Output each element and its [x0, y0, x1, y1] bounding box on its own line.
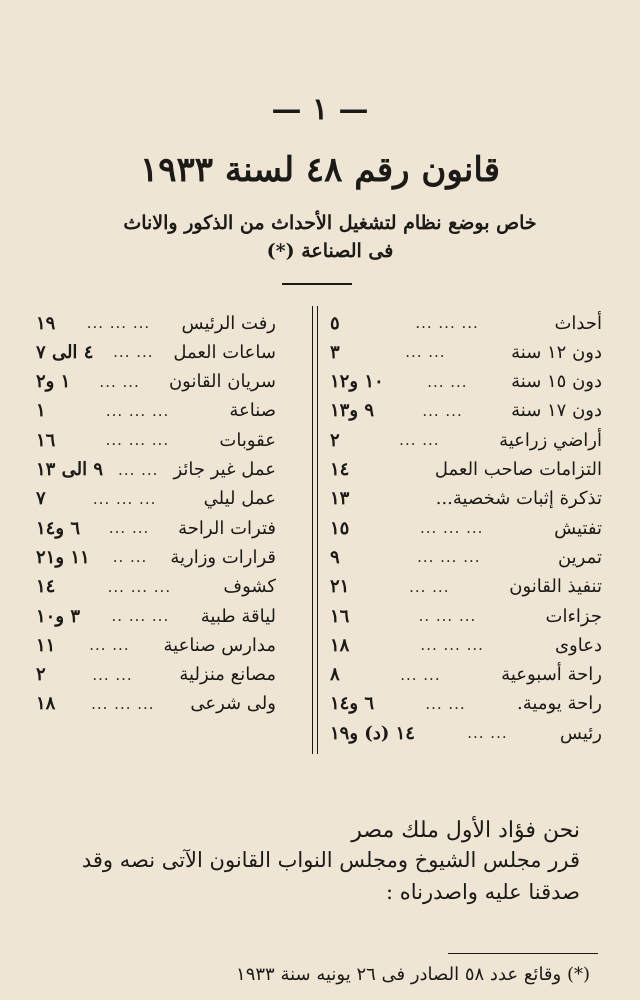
index-entry: [36, 689, 276, 719]
index-entry: [36, 484, 276, 514]
index-entry-leader: .. ... ...: [418, 607, 477, 625]
index-entry-label: تفتيش: [554, 517, 602, 539]
index-entry-label: دون ١٢ سنة: [511, 341, 602, 363]
index-entry-label: رفت الرئيس: [181, 312, 276, 334]
index-entry-reference: ١١ و٢١: [36, 546, 90, 568]
index-entry-label: تنفيذ القانون: [509, 576, 602, 598]
index-entry-label: مدارس صناعية: [163, 634, 276, 656]
index-entry-leader: .. ... ...: [111, 607, 170, 625]
index-entry: [330, 601, 602, 631]
index-entry: [36, 660, 276, 690]
index-entry-label: أحداث: [554, 312, 602, 334]
index-entry-label: راحة يومية.: [517, 693, 602, 715]
index-entry-label: ولى شرعى: [190, 693, 276, 715]
index-entry: [330, 572, 602, 602]
page-number: — ١ —: [271, 92, 369, 127]
index-entry: [330, 689, 602, 719]
column-divider-line: [317, 306, 318, 754]
index-entry-label: قرارات وزارية: [170, 546, 276, 568]
index-entry: [36, 513, 276, 543]
index-entry-label: صناعة: [229, 400, 276, 422]
index-entry-reference: ١٤: [330, 459, 350, 480]
index-entry: [330, 660, 602, 690]
index-entry-leader: ... ... ...: [419, 519, 484, 538]
index-entry-leader: ... ... ...: [107, 577, 172, 596]
index-entry: [330, 396, 602, 426]
index-entry-leader: ... ... ...: [417, 548, 481, 567]
law-subtitle-line2: فى الصناعة (*): [266, 240, 394, 262]
index-entry-leader: ... ...: [118, 460, 159, 479]
index-entry-label: ساعات العمل: [173, 341, 276, 363]
index-entry-label: رئيس: [559, 722, 602, 744]
index-entry-leader: ... ...: [113, 343, 154, 362]
index-entry-leader: ... ... ...: [415, 314, 479, 332]
index-entry: [36, 572, 276, 602]
index-entry-reference: ١ و٢: [36, 371, 71, 393]
index-entry-leader: ... ... ...: [86, 314, 151, 332]
index-entry-label: عمل غير جائز: [173, 459, 276, 480]
index-entry-leader: ... ... ...: [105, 401, 170, 420]
index-entry-reference: ١٦: [330, 605, 350, 627]
index-entry-label: التزامات صاحب العمل: [434, 459, 602, 480]
index-entry-leader: ... ... ...: [92, 489, 157, 508]
index-entry-reference: ٣ و١٠: [36, 605, 80, 627]
index-entry: [330, 425, 602, 455]
index-entry: [330, 308, 602, 338]
index-entry-reference: ٣: [330, 341, 340, 363]
index-entry-reference: ٩ الى ١٣: [36, 459, 104, 480]
index-entry: [330, 513, 602, 543]
index-entry-leader: ... ... ...: [420, 636, 484, 655]
index-entry-label: دعاوى: [554, 634, 602, 656]
index-entry-reference: ٩: [330, 546, 340, 568]
index-entry-reference: ١٥: [330, 517, 350, 539]
index-entry-label: عمل ليلي: [203, 488, 276, 510]
index-entry-label: راحة أسبوعية: [501, 664, 602, 686]
index-entry-reference: ٤ الى ٧: [36, 341, 94, 363]
index-entry-leader: ... ...: [409, 577, 450, 596]
index-entry: [36, 455, 276, 485]
column-divider-line: [312, 306, 313, 754]
index-entry-leader: ... ...: [399, 431, 440, 450]
footnote: (*) وقائع عدد ٥٨ الصادر فى ٢٦ يونيه سنة ١٩٣٣: [236, 964, 590, 985]
law-title: قانون رقم ٤٨ لسنة ١٩٣٣: [139, 150, 501, 190]
index-entry-leader: ... ...: [405, 343, 446, 362]
index-entry: [330, 455, 602, 485]
index-entry-label: لياقة طبية: [200, 605, 276, 627]
index-entry-label: عقوبات: [219, 429, 276, 451]
index-entry-leader: ... ...: [108, 519, 150, 538]
index-entry: [36, 601, 276, 631]
index-entry: [36, 367, 276, 397]
index-entry-reference: ١٠ و١٢: [330, 371, 384, 393]
index-entry-reference: ١٤: [36, 576, 56, 598]
index-entry: [36, 425, 276, 455]
index-entry-reference: ١٣: [330, 488, 350, 510]
index-entry-label: تمرين: [557, 546, 602, 568]
index-entry: [330, 367, 602, 397]
index-entry: [36, 542, 276, 572]
title-divider: [282, 283, 352, 285]
body-line-3: صدقنا عليه واصدرناه :: [385, 880, 580, 904]
index-entry-leader: ... ...: [89, 636, 130, 655]
index-entry: [36, 308, 276, 338]
index-entry-label: تذكرة إثبات شخصية...: [435, 488, 602, 510]
footnote-divider: [448, 953, 598, 954]
index-entry-reference: ١٨: [330, 634, 350, 656]
index-entry-reference: ٦ و١٤: [36, 517, 80, 539]
index-entry-leader: ... ...: [427, 372, 468, 391]
index-entry-leader: ... ... ...: [105, 431, 170, 450]
index-entry: [330, 630, 602, 660]
index-entry-label: سريان القانون: [168, 371, 276, 393]
index-entry: [36, 630, 276, 660]
body-line-2: قرر مجلس الشيوخ ومجلس النواب القانون الآتى نصه وقد: [81, 848, 580, 872]
index-entry-label: مصانع منزلية: [179, 664, 276, 686]
index-entry-label: كشوف: [223, 576, 276, 598]
index-entry-leader: ... ...: [99, 372, 140, 391]
index-entry-reference: ٧: [36, 488, 46, 510]
index-entry-leader: .. ...: [112, 548, 148, 567]
index-entry: [330, 542, 602, 572]
index-entry: [330, 718, 602, 748]
index-entry-leader: ... ... ...: [91, 694, 155, 713]
index-entry-reference: ١١: [36, 634, 56, 656]
index-entry-leader: ... ...: [467, 724, 508, 743]
index-entry-reference: ١٩: [36, 312, 56, 334]
index-entry-reference: ٦ و١٤: [330, 693, 374, 715]
index-entry: [330, 484, 602, 514]
index-entry-label: دون ١٥ سنة: [511, 371, 602, 393]
index-entry-reference: ١٤ (د) و١٩: [330, 722, 415, 744]
index-entry: [330, 337, 602, 367]
index-entry-label: أراضي زراعية: [499, 429, 602, 451]
index-entry-leader: ... ...: [425, 694, 466, 713]
index-entry-reference: ٥: [330, 312, 340, 334]
index-entry-reference: ١: [36, 400, 46, 422]
index-entry-reference: ٢: [36, 664, 46, 686]
index-entry-reference: ١٨: [36, 693, 56, 715]
index-entry-leader: ... ...: [422, 401, 463, 420]
law-subtitle-line1: خاص بوضع نظام لتشغيل الأحداث من الذكور والاناث: [123, 212, 537, 234]
index-entry-reference: ٩ و١٣: [330, 400, 374, 422]
index-entry-reference: ٢١: [330, 576, 350, 598]
index-entry: [36, 396, 276, 426]
index-entry-label: فترات الراحة: [178, 517, 276, 539]
index-entry-leader: ... ...: [92, 665, 133, 684]
index-entry: [36, 337, 276, 367]
index-entry-label: جزاءات: [545, 605, 602, 627]
index-entry-label: دون ١٧ سنة: [511, 400, 602, 422]
index-entry-leader: ... ...: [400, 665, 441, 684]
index-entry-reference: ٢: [330, 429, 340, 451]
index-entry-reference: ١٦: [36, 429, 56, 451]
body-line-1: نحن فؤاد الأول ملك مصر: [351, 818, 580, 843]
index-entry-reference: ٨: [330, 664, 340, 686]
